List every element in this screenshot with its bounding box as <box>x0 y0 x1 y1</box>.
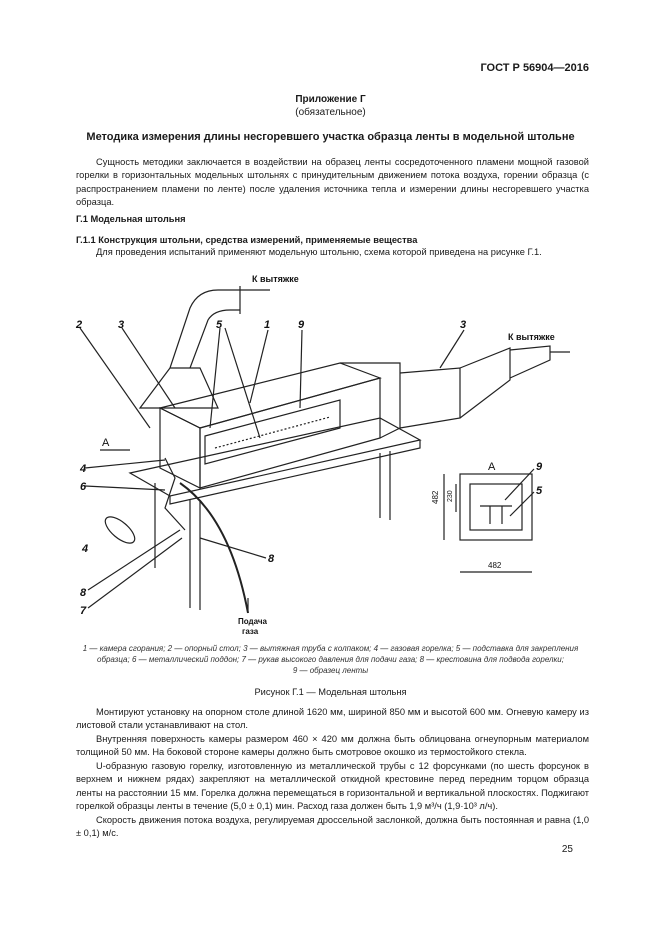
label-gas-supply-1: Подача <box>238 617 267 626</box>
label-view-a-right: А <box>488 461 496 473</box>
dim-482-vertical: 482 <box>431 490 440 504</box>
label-2: 2 <box>76 319 83 331</box>
figure-legend-line-3: 9 — образец ленты <box>292 666 369 675</box>
exhaust-pipe-top-inner <box>190 310 240 368</box>
burner-cross <box>165 458 185 530</box>
exhaust-pipe-right <box>510 346 550 378</box>
table-leg-1 <box>190 500 200 610</box>
figure-legend-line-2: образца; 6 — металлический поддон; 7 — рукав высокого давления для подачи газа; 8 — крестовина для подвода горелки; <box>97 655 564 664</box>
view-a-stand <box>480 506 512 524</box>
leader-5 <box>210 328 260 438</box>
label-9: 9 <box>298 319 305 331</box>
label-4-bottom: 4 <box>82 543 89 555</box>
dim-482-horizontal: 482 <box>488 561 502 570</box>
chamber-front <box>200 378 380 488</box>
label-7: 7 <box>80 605 87 617</box>
label-gas-supply-2: газа <box>242 627 259 636</box>
label-1: 1 <box>264 319 271 331</box>
label-4: 4 <box>80 463 87 475</box>
label-5: 5 <box>216 319 223 331</box>
label-exhaust-right: К вытяжке <box>508 332 555 342</box>
leader-9 <box>300 330 302 408</box>
leader-3-right <box>440 330 464 368</box>
label-3-right: 3 <box>460 319 467 331</box>
intro-paragraph: Сущность методики заключается в воздействии на образец ленты сосредоточенного пламени мощной газовой горелки в горизонтальных модельных штольнях с принудительным движением потока воздуха, горении образца (с распространением пламени по ленте) после удаления источника тепла и измерении длины несгоревшего участка образца. <box>76 157 589 208</box>
section-g1-heading: Г.1 Модельная штольня <box>76 214 186 224</box>
label-9-right: 9 <box>536 461 543 473</box>
page-number: 25 <box>561 844 573 855</box>
chamber-side <box>160 408 200 488</box>
label-5-right: 5 <box>536 485 543 497</box>
model-tunnel-diagram <box>40 268 620 640</box>
leader-4 <box>85 460 165 468</box>
dim-230: 230 <box>447 490 454 502</box>
label-6: 6 <box>80 481 87 493</box>
annex-title: Приложение Г <box>295 94 366 105</box>
leader-2 <box>80 328 150 428</box>
section-g11-heading: Г.1.1 Конструкция штольни, средства измерений, применяемые вещества <box>76 235 418 245</box>
table-leg-2 <box>380 451 390 520</box>
figure-legend-line-1: 1 — камера сгорания; 2 — опорный стол; 3 — вытяжная труба с колпаком; 4 — газовая горелка; 5 — подставка для закрепления <box>82 644 579 653</box>
annex-subtitle: (обязательное) <box>295 107 366 118</box>
paragraph-2: Внутренняя поверхность камеры размером 460 × 420 мм должна быть облицована огнеупорным материалом толщиной 50 мм. На боковой стороне камеры должно быть смотровое окошко из термостойкого стекла. <box>76 734 589 758</box>
section-g11-text: Для проведения испытаний применяют модельную штольню, схема которой приведена на рисунке Г.1. <box>96 247 542 257</box>
document-title: Методика измерения длины несгоревшего участка образца ленты в модельной штольне <box>86 131 575 143</box>
burner-detail <box>101 512 139 547</box>
paragraph-4: Скорость движения потока воздуха, регулируемая дроссельной заслонкой, должна быть постоянная и равна (1,0 ± 0,1) м/с. <box>76 815 589 839</box>
label-3: 3 <box>118 319 125 331</box>
label-8: 8 <box>80 587 87 599</box>
label-exhaust-top: К вытяжке <box>252 274 299 284</box>
paragraph-3: U-образную газовую горелку, изготовленную из металлической трубы с 12 форсунками (по шесть форсунок в верхнем и нижнем рядах) закрепляют на металлической откидной крестовине перед передним торцом образца ленты на расстоянии 15 мм. Горелка должна перемещаться в горизонтальной и вертикальной плоскостях. Поджигают горелкой образцы ленты в течение (5,0 ± 0,1) мин. Расход газа должен быть 1,9 м³/ч (1,9·10³ л/ч). <box>76 761 589 812</box>
exhaust-hood <box>140 368 218 408</box>
paragraph-1: Монтируют установку на опорном столе длиной 1620 мм, шириной 850 мм и высотой 600 мм. Огневую камеру из листовой стали устанавливают на стол. <box>76 707 589 731</box>
label-view-a: А <box>102 437 110 449</box>
leader-8 <box>88 530 180 590</box>
leader-7 <box>88 538 182 608</box>
figure-title: Рисунок Г.1 — Модельная штольня <box>254 687 407 697</box>
label-8-right: 8 <box>268 553 275 565</box>
standard-number: ГОСТ Р 56904—2016 <box>480 62 589 74</box>
leader-1 <box>250 330 268 403</box>
exhaust-cone-right <box>460 348 510 418</box>
